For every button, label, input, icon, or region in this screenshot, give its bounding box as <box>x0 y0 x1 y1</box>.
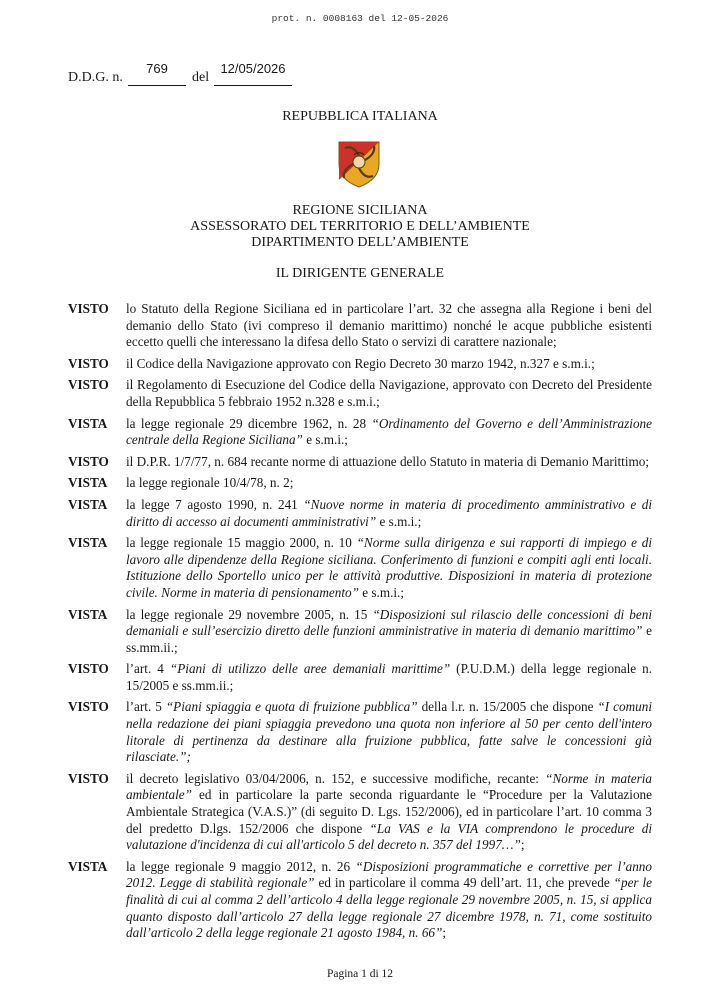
considerando-entry <box>68 661 652 694</box>
assessorato-heading: ASSESSORATO DEL TERRITORIO E DELL’AMBIENTE <box>190 219 530 234</box>
entry-text <box>126 497 652 530</box>
considerando-entry <box>68 475 652 492</box>
entry-keyword: VISTO <box>68 770 109 786</box>
text-segment: il Regolamento di Esecuzione del Codice della Navigazione, approvato con Decreto del Presidente della Repubblica 5 febbraio 1952 n.328 e s.m.i.; <box>126 377 652 409</box>
entry-text <box>126 607 652 657</box>
considerando-entry <box>68 497 652 530</box>
entry-text <box>126 859 652 942</box>
quoted-title: “I comuni nella redazione dei piani spiaggia prevedono una quota non inferiore al 50 per cento dell'intero litorale di pertinenza da destinare alla fruizione pubblica, fatte salve le concessioni già rilasciate.”; <box>126 699 652 765</box>
repubblica-heading: REPUBBLICA ITALIANA <box>282 109 438 124</box>
considerando-entry <box>68 535 652 601</box>
text-segment: la legge regionale 15 maggio 2000, n. 10 <box>126 535 357 551</box>
text-segment: lo Statuto della Regione Siciliana ed in particolare l’art. 32 che assegna alla Regione i beni del demanio dello Stato (ivi compreso il demanio marittimo) nonché le acque pubbliche esistenti eccetto quelli che interessano la difesa dello Stato o servizi di carattere nazionale; <box>126 301 652 350</box>
text-segment: la legge regionale 9 maggio 2012, n. 26 <box>126 858 356 874</box>
considerando-entry <box>68 356 652 373</box>
entry-text <box>126 454 652 471</box>
entry-text <box>126 377 652 410</box>
quoted-title: “per le finalità di cui al comma 2 dell’articolo 4 della legge regionale 29 novembre 2005, n. 15, si applica quanto disposto dall’articolo 27 della legge regionale 27 dicembre 1978, n. 71, come sostituito dall’articolo 2 della legge regionale 21 agosto 1984, n. 66” <box>126 875 653 941</box>
text-segment: la legge regionale 10/4/78, n. 2; <box>126 475 294 491</box>
quoted-title: “Piani di utilizzo delle aree demaniali marittime” <box>169 661 451 677</box>
text-segment: e s.m.i.; <box>302 432 348 448</box>
text-segment: la legge 7 agosto 1990, n. 241 <box>126 496 304 512</box>
entry-keyword: VISTA <box>68 475 108 491</box>
considerando-entry <box>68 859 652 942</box>
entry-keyword: VISTO <box>68 377 109 393</box>
decree-date-field <box>214 61 292 86</box>
text-segment: la legge regionale 29 novembre 2005, n. 15 <box>126 606 373 622</box>
region-heading: REGIONE SICILIANA <box>292 203 428 218</box>
text-segment: e s.m.i.; <box>376 513 422 529</box>
considerando-entry <box>68 607 652 657</box>
considerations-list <box>68 301 652 947</box>
entry-text <box>126 416 652 449</box>
del-label: del <box>192 70 210 85</box>
entry-keyword: VISTO <box>68 355 109 371</box>
director-heading: IL DIRIGENTE GENERALE <box>275 266 445 281</box>
text-segment: e s.m.i.; <box>358 584 405 600</box>
text-segment: il D.P.R. 1/7/77, n. 684 recante norme di attuazione dello Statuto in materia di Demanio Marittimo; <box>126 453 649 469</box>
text-segment: il decreto legislativo 03/04/2006, n. 152, e successive modifiche, recante: <box>126 770 546 786</box>
entry-text <box>126 661 652 694</box>
quoted-title: “Norme sulla dirigenza e sui rapporti di impiego e di lavoro alle dipendenze della Regione siciliana. Conferimento di funzioni e compiti agli enti locali. Istituzione dello Sportello unico per le attività produttive. Disposizioni in materia di protezione civile. Norme in materia di pensionamento” <box>126 535 652 600</box>
text-segment: e ss.mm.ii.; <box>126 623 652 655</box>
quoted-title: “Nuove norme in materia di procedimento amministrativo e di diritto di accesso ai documenti amministrativi” <box>126 496 652 529</box>
text-segment: il Codice della Navigazione approvato con Regio Decreto 30 marzo 1942, n.327 e s.m.i.; <box>126 355 595 371</box>
entry-keyword: VISTA <box>68 858 108 874</box>
text-segment: della l.r. n. 15/2005 che dispone <box>417 699 598 715</box>
entry-keyword: VISTA <box>68 535 108 551</box>
considerando-entry <box>68 377 652 410</box>
text-segment: l’art. 4 <box>126 661 170 677</box>
department-heading: DIPARTIMENTO DELL’AMBIENTE <box>251 235 469 250</box>
considerando-entry <box>68 416 652 449</box>
entry-text <box>126 771 652 854</box>
quoted-title: “Ordinamento del Governo e dell’Amministrazione centrale della Regione Siciliana” <box>126 415 652 448</box>
decree-line <box>68 60 368 90</box>
ddg-label: D.D.G. n. <box>68 70 123 85</box>
entry-text <box>126 699 652 765</box>
text-segment: ed in particolare il comma 49 dell’art. 11, che prevede <box>314 875 614 891</box>
quoted-title: “La VAS e la VIA comprendono le procedure di valutazione d'incidenza di cui all'articolo 5 del decreto n. 357 del 1997…” <box>126 820 652 853</box>
considerando-entry <box>68 771 652 854</box>
entry-text <box>126 356 652 373</box>
considerando-entry <box>68 454 652 471</box>
entry-keyword: VISTO <box>68 699 109 715</box>
quoted-title: “Norme in materia ambientale” <box>126 770 652 803</box>
considerando-entry <box>68 301 652 351</box>
entry-keyword: VISTA <box>68 606 108 622</box>
decree-date: 12/05/2026 <box>220 61 286 76</box>
decree-number: 769 <box>146 61 168 76</box>
protocol-number: prot. n. 0008163 del 12-05-2026 <box>271 13 449 24</box>
text-segment: ; <box>442 925 447 941</box>
entry-keyword: VISTO <box>68 301 109 316</box>
entry-keyword: VISTO <box>68 661 109 677</box>
entry-text <box>126 301 652 351</box>
entry-text <box>126 475 652 492</box>
entry-keyword: VISTA <box>68 496 108 512</box>
text-segment: (P.U.D.M.) della legge regionale n. 15/2005 e ss.mm.ii.; <box>126 661 652 693</box>
entry-keyword: VISTO <box>68 453 109 469</box>
text-segment: ; <box>520 837 525 853</box>
entry-keyword: VISTA <box>68 415 108 431</box>
sicily-emblem-icon <box>336 140 382 188</box>
quoted-title: “Piani spiaggia e quota di fruizione pubblica” <box>165 699 418 715</box>
text-segment: la legge regionale 29 dicembre 1962, n. 28 <box>126 415 372 431</box>
text-segment: l’art. 5 <box>126 699 166 715</box>
entry-text <box>126 535 652 601</box>
decree-number-field <box>128 61 186 86</box>
text-segment: ed in particolare la parte seconda riguardante le “Procedure per la Valutazione Ambientale Strategica (V.A.S.)” (di seguito D. Lgs. 152/2006), ed in particolare l’art. 10 comma 3 del predetto D.lgs. 152/2006 che dispone <box>126 787 652 836</box>
quoted-title: “Disposizioni sul rilascio delle concessioni di beni demaniali e sull’esercizio diretto delle funzioni amministrative in materia di demanio marittimo” <box>126 606 652 639</box>
quoted-title: “Disposizioni programmatiche e correttive per l’anno 2012. Legge di stabilità regionale” <box>126 858 652 891</box>
considerando-entry <box>68 699 652 765</box>
page-number: Pagina 1 di 12 <box>326 968 394 980</box>
